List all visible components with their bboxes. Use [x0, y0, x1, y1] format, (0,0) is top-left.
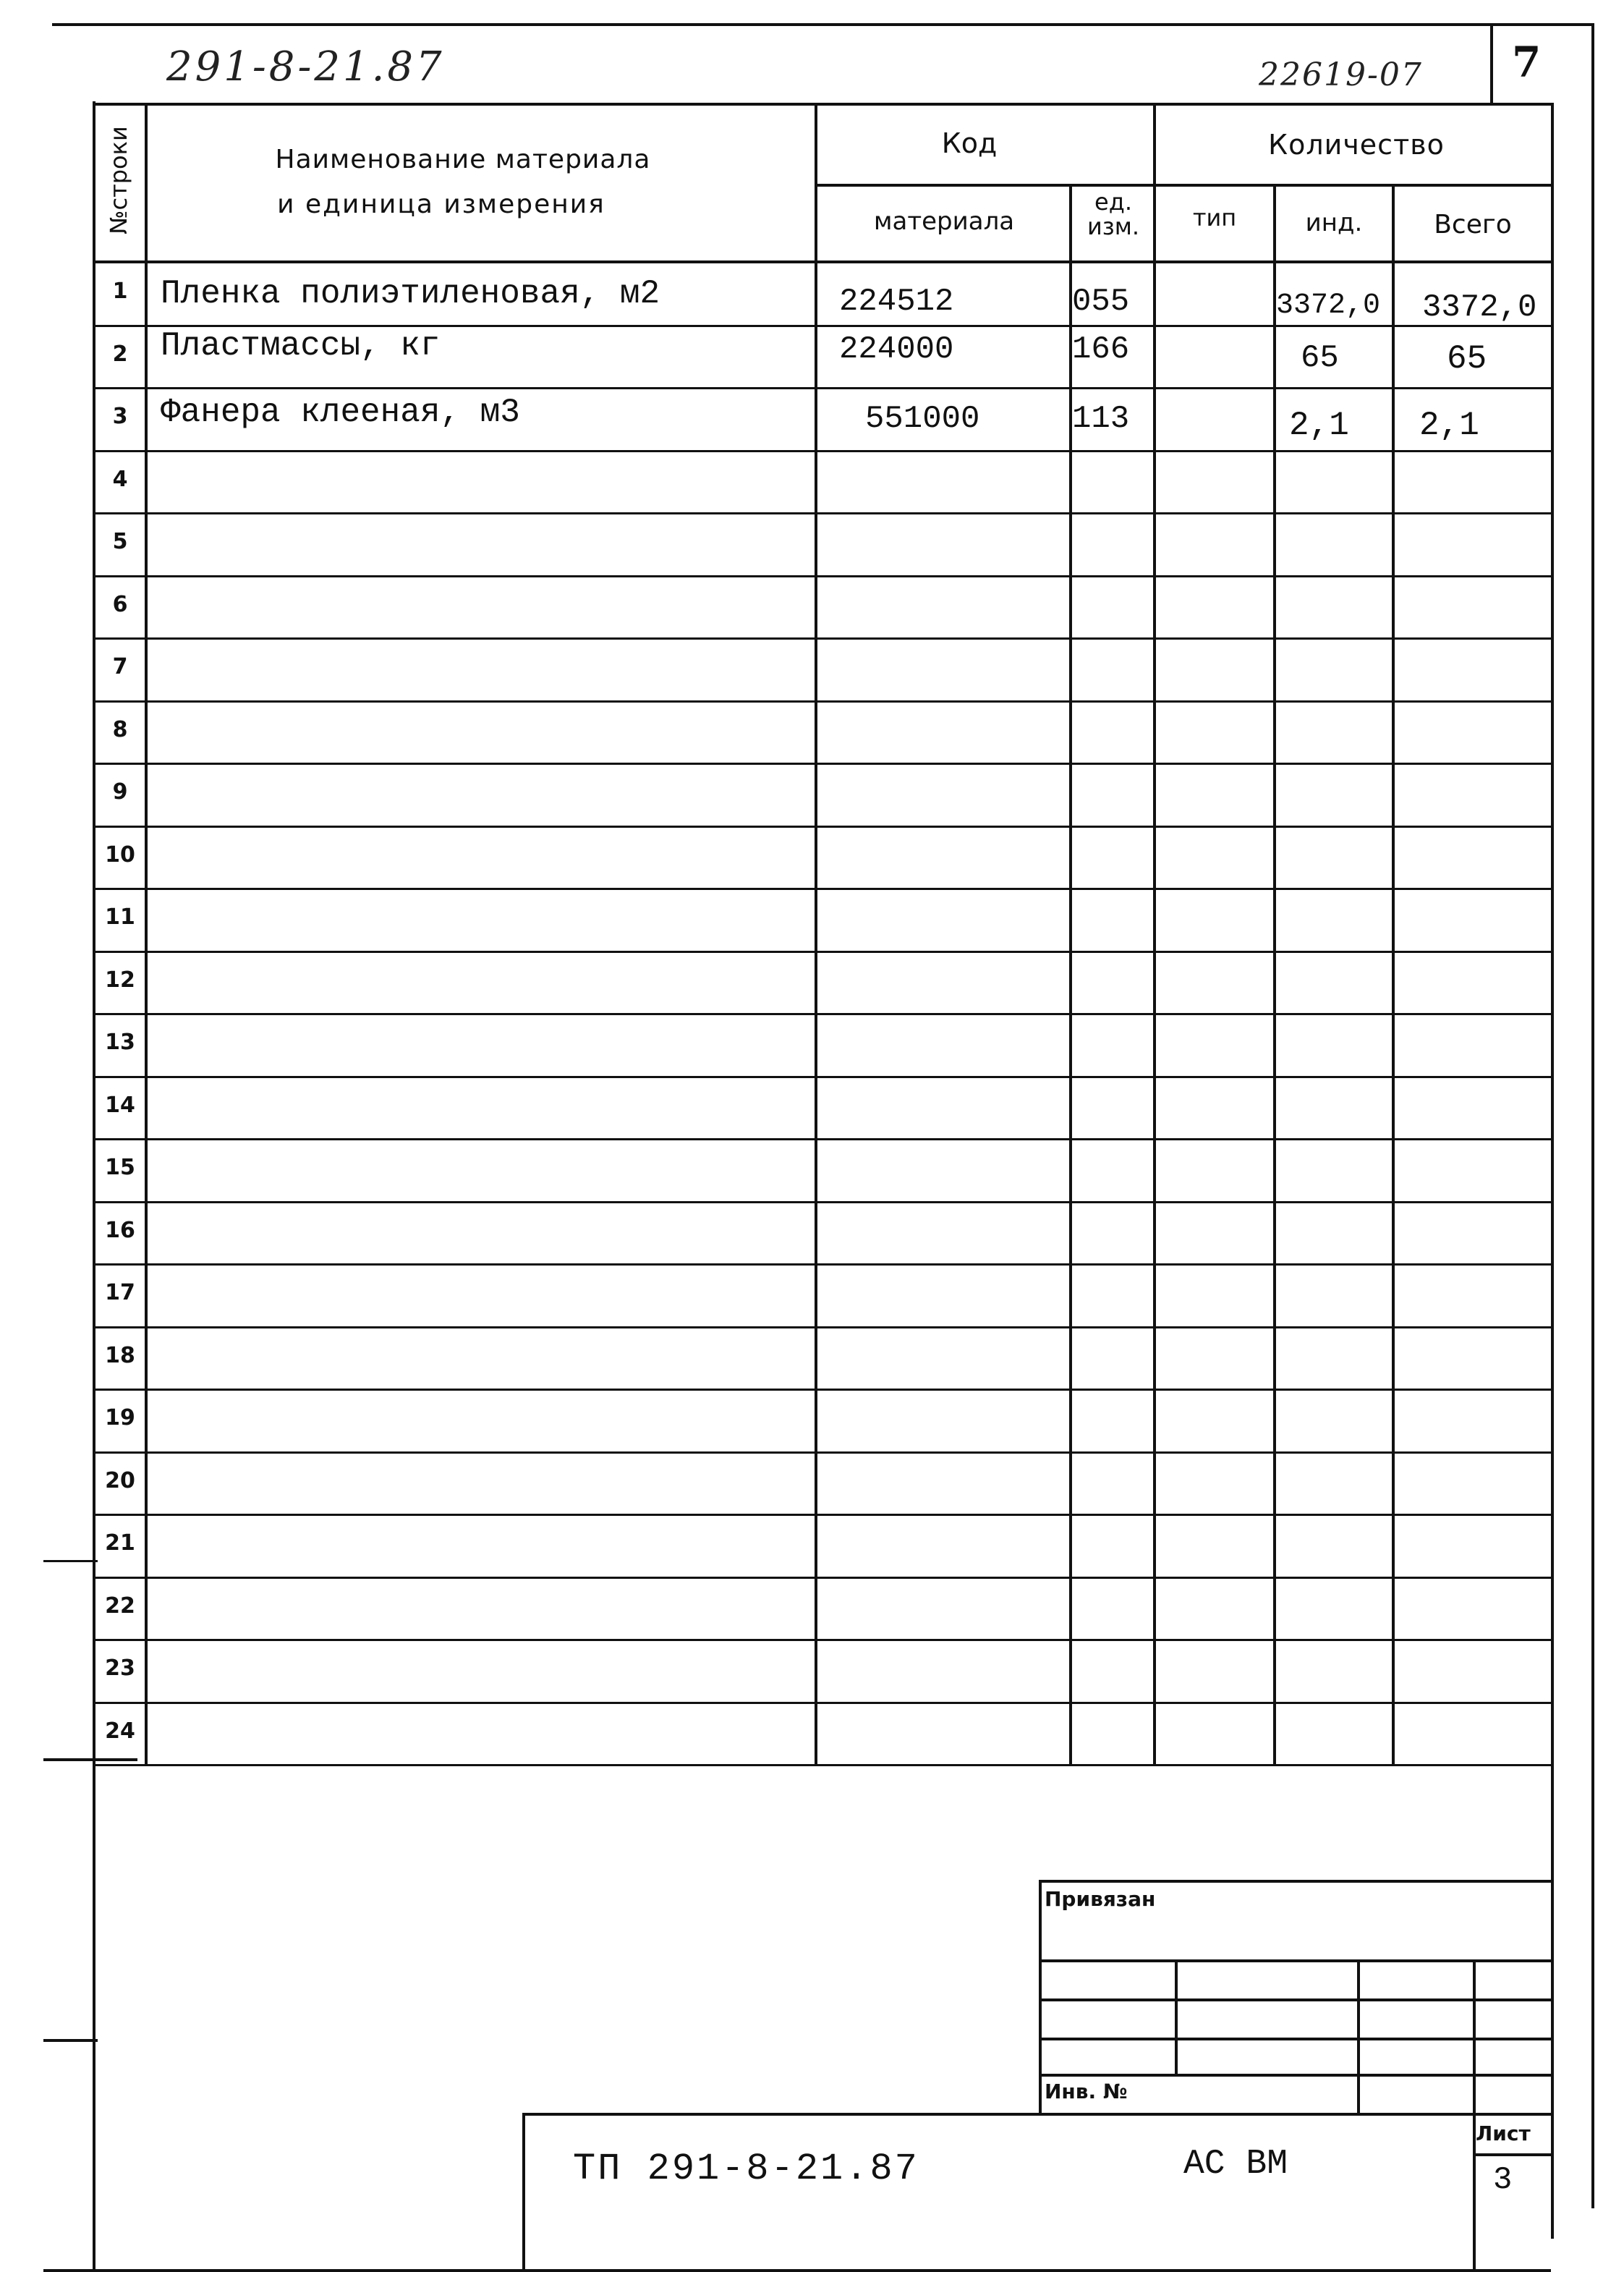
row-number: 16 — [105, 1218, 135, 1243]
row-separator — [93, 387, 1554, 389]
row-number: 9 — [112, 779, 128, 805]
row-1-material-code: 224512 — [839, 284, 954, 320]
row-separator — [93, 1138, 1554, 1140]
right-border — [1591, 23, 1594, 2208]
header-code: Код — [941, 127, 998, 159]
row-separator — [93, 1639, 1554, 1641]
header-bottom-line — [93, 260, 1554, 263]
row-2-name: Пластмассы, кг — [161, 327, 441, 365]
row-1-ind: 3372,0 — [1276, 289, 1381, 322]
header-qty-ind: инд. — [1305, 208, 1363, 237]
row-separator — [93, 1076, 1554, 1078]
row-3-total: 2,1 — [1419, 407, 1479, 444]
row-number: 17 — [105, 1280, 135, 1305]
row-1-total: 3372,0 — [1422, 289, 1537, 326]
header-code-unit: ед. изм. — [1087, 188, 1140, 240]
row-separator — [93, 450, 1554, 452]
row-number: 1 — [112, 279, 128, 304]
row-number: 21 — [105, 1530, 135, 1556]
row-number: 19 — [105, 1405, 135, 1430]
top-border — [52, 23, 1594, 26]
row-number: 3 — [112, 404, 128, 429]
sheet-label: Лист — [1476, 2121, 1531, 2145]
row-separator — [93, 1577, 1554, 1579]
row-1-name: Пленка полиэтиленовая, м2 — [161, 275, 660, 313]
stamp-line-a — [1039, 1959, 1554, 1962]
row-number: 11 — [105, 904, 135, 930]
header-quantity: Количество — [1268, 129, 1445, 161]
row-number: 20 — [105, 1468, 135, 1493]
row-2-ind: 65 — [1301, 340, 1339, 376]
stamp-col-a — [1175, 1959, 1178, 2074]
binding-tick-2 — [43, 2039, 98, 2042]
binding-tick-1 — [43, 1758, 137, 1761]
title-block-top — [522, 2113, 1554, 2116]
sheet-number: 3 — [1493, 2162, 1513, 2198]
page-box-left — [1490, 25, 1493, 104]
row-number: 5 — [112, 529, 128, 554]
row-2-material-code: 224000 — [839, 331, 954, 368]
row-number: 22 — [105, 1593, 135, 1619]
header-qty-type: тип — [1192, 204, 1237, 232]
section-code: АС ВМ — [1183, 2145, 1288, 2184]
row-separator — [93, 700, 1554, 703]
row-separator — [93, 888, 1554, 890]
stamp-top-line — [1039, 1880, 1554, 1883]
row-separator — [93, 1702, 1554, 1704]
row-separator — [93, 1451, 1554, 1454]
header-name-line1: Наименование материала — [275, 145, 651, 174]
row-number: 8 — [112, 717, 128, 742]
row-separator — [93, 1201, 1554, 1203]
row-number: 23 — [105, 1656, 135, 1681]
row-separator — [93, 637, 1554, 640]
header-code-material: материала — [873, 207, 1015, 236]
row-3-material-code: 551000 — [865, 401, 980, 437]
binding-tick-3 — [43, 1560, 98, 1562]
bottom-border — [43, 2269, 1551, 2272]
row-3-name: Фанера клееная, м3 — [161, 394, 520, 431]
row-number: 15 — [105, 1155, 135, 1180]
row-number: 18 — [105, 1343, 135, 1368]
inv-no-label: Инв. № — [1045, 2080, 1128, 2103]
row-separator — [93, 1389, 1554, 1391]
row-separator — [93, 951, 1554, 953]
designation: ТП 291-8-21.87 — [573, 2148, 919, 2190]
row-number: 24 — [105, 1718, 135, 1744]
row-number: 13 — [105, 1030, 135, 1055]
row-separator — [93, 1326, 1554, 1328]
row-separator — [93, 826, 1554, 828]
row-number: 12 — [105, 967, 135, 993]
row-3-ind: 2,1 — [1289, 407, 1349, 444]
row-2-unit-code: 166 — [1072, 331, 1130, 368]
col-line-total — [1392, 184, 1395, 1764]
stamp-line-c — [1039, 2038, 1554, 2040]
header-row-number: №строки — [105, 126, 132, 234]
row-separator — [93, 512, 1554, 514]
row-1-unit-code: 055 — [1072, 284, 1130, 320]
header-sub-line — [815, 184, 1554, 187]
row-3-unit-code: 113 — [1072, 401, 1130, 437]
header-qty-total: Всего — [1434, 210, 1512, 240]
col-line-right — [1551, 103, 1554, 2239]
row-number: 2 — [112, 342, 128, 367]
row-number: 14 — [105, 1093, 135, 1118]
linked-label: Привязан — [1045, 1887, 1156, 1911]
row-number: 4 — [112, 467, 128, 492]
document-code: 291-8-21.87 — [166, 43, 445, 90]
title-block-left — [522, 2113, 525, 2271]
header-name-line2: и единица измерения — [277, 190, 605, 219]
row-number: 6 — [112, 592, 128, 617]
row-separator — [93, 1013, 1554, 1015]
stamp-col-b — [1357, 1959, 1360, 2114]
page-number: 7 — [1512, 38, 1542, 87]
col-line-ind — [1273, 184, 1276, 1764]
table-top-line — [93, 103, 1554, 106]
stamp-col-c — [1473, 1959, 1476, 2114]
row-number: 7 — [112, 654, 128, 679]
row-2-total: 65 — [1447, 340, 1487, 378]
inventory-code: 22619-07 — [1259, 56, 1423, 93]
stamp-line-d — [1039, 2074, 1554, 2077]
sheet-label-line — [1473, 2153, 1554, 2156]
stamp-line-b — [1039, 1998, 1554, 2001]
row-number: 10 — [105, 842, 135, 868]
row-separator — [93, 763, 1554, 765]
row-separator — [93, 1764, 1554, 1766]
row-separator — [93, 575, 1554, 577]
row-separator — [93, 1514, 1554, 1516]
row-separator — [93, 1263, 1554, 1266]
stamp-left-line — [1039, 1880, 1042, 2114]
